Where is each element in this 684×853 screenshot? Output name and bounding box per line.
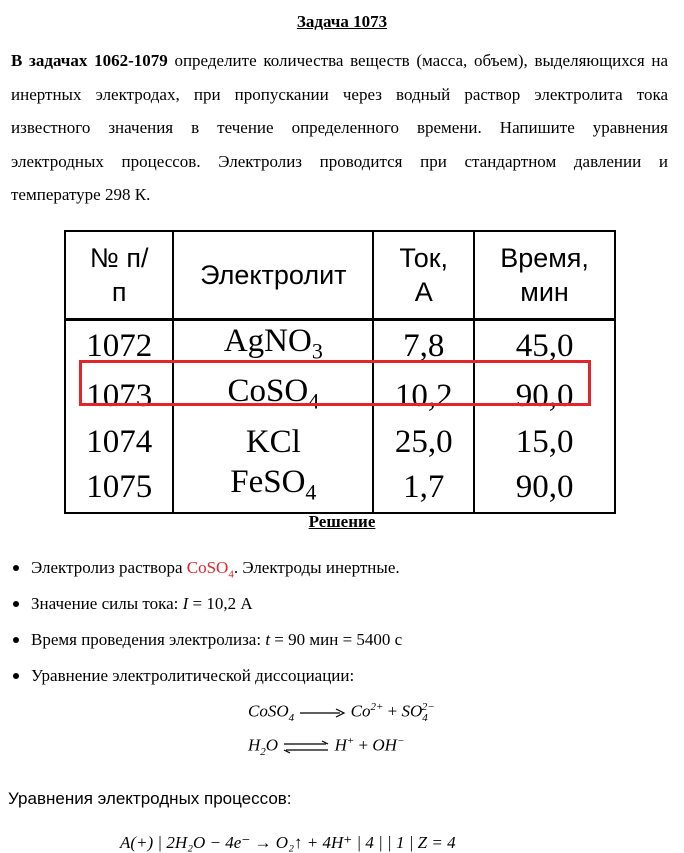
list-item: Электролиз раствора CoSO$_4$. Электроды инертные. xyxy=(0,553,684,589)
dissociation-equation-water: $H_2O$ H+ + OH− xyxy=(248,735,405,759)
cell-current: 10,2 xyxy=(373,371,474,422)
electrolyte-highlight: CoSO$_4$ xyxy=(186,558,234,581)
forward-arrow-icon xyxy=(298,707,346,719)
cell-current: 25,0 xyxy=(373,422,474,462)
cell-current: 7,8 xyxy=(373,319,474,371)
cell-number: 1075 xyxy=(65,462,173,514)
cell-time: 90,0 xyxy=(474,371,615,422)
cell-time: 90,0 xyxy=(474,462,615,514)
bullet-icon xyxy=(13,601,19,607)
row-highlight-box xyxy=(79,360,591,406)
anode-equation-partial: A(+) | 2H₂O − 4e⁻ → O₂↑ + 4H⁺ | 4 | | 1 | Z = 4 xyxy=(120,833,456,852)
problem-range: В задачах 1062-1079 xyxy=(11,51,168,70)
cell-current: 1,7 xyxy=(373,462,474,514)
table-header-row xyxy=(65,231,615,319)
list-item: Значение силы тока: I = 10,2 А xyxy=(0,589,684,625)
cell-time: 45,0 xyxy=(474,319,615,371)
solution-title: Решение xyxy=(308,512,376,531)
problem-title: Задача 1073 xyxy=(296,12,388,31)
cell-electrolyte: KCl xyxy=(173,422,373,462)
equilibrium-arrow-icon xyxy=(282,740,330,754)
problem-text: определите количества веществ (масса, объем), выделяющихся на инертных электродах, при пропускании через водный раствор электролита тока известного значения в течение определенного времени. Напишите уравнения электродных процессов. Электролиз проводится при стандартном давлении и температуре 298 К. xyxy=(11,51,668,204)
cell-number: 1074 xyxy=(65,422,173,462)
cell-electrolyte: AgNO$_3$ xyxy=(173,319,373,371)
dissociation-equation-salt: CoSO$_4$ $Co^{2+} + SO_4^{2-}$ xyxy=(248,701,435,725)
solution-bullets xyxy=(0,553,684,697)
cell-electrolyte: CoSO$_4$ xyxy=(173,371,373,422)
header-number: № п/п xyxy=(65,231,173,319)
list-item: Время проведения электролиза: t = 90 мин = 5400 с xyxy=(0,625,684,661)
header-time: Время, мин xyxy=(474,231,615,319)
bullet-icon xyxy=(13,673,19,679)
header-current: Ток, А xyxy=(373,231,474,319)
table-row xyxy=(65,422,615,462)
bullet-icon xyxy=(13,565,19,571)
table-row xyxy=(65,462,615,514)
electrode-processes-heading: Уравнения электродных процессов: xyxy=(8,789,292,808)
problem-statement xyxy=(11,44,668,212)
cell-number: 1073 xyxy=(65,371,173,422)
cell-time: 15,0 xyxy=(474,422,615,462)
list-item: Уравнение электролитической диссоциации: xyxy=(0,661,684,697)
cell-electrolyte: FeSO$_4$ xyxy=(173,462,373,514)
cell-number: 1072 xyxy=(65,319,173,371)
header-electrolyte: Электролит xyxy=(173,231,373,319)
bullet-icon xyxy=(13,637,19,643)
